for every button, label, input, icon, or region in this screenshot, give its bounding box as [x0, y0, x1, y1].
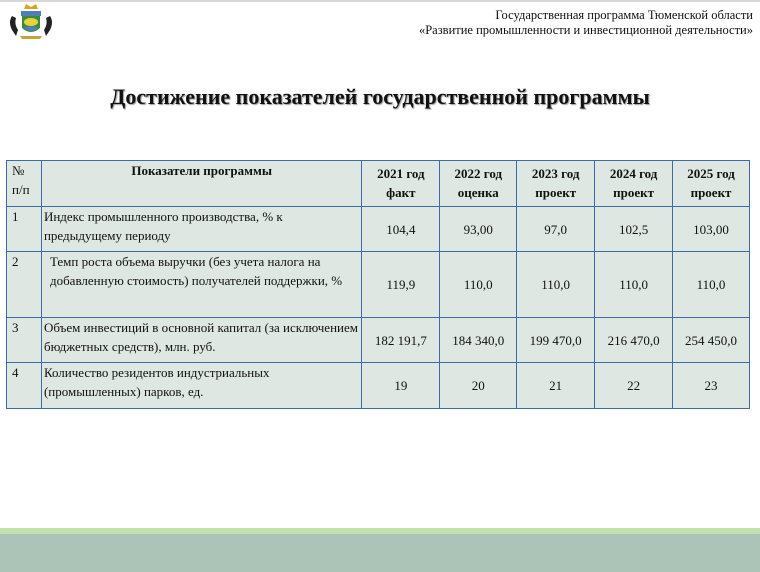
table-header-row — [7, 161, 750, 207]
value-2022: 20 — [440, 363, 517, 409]
table-row — [7, 363, 750, 409]
indicator-name: Количество резидентов индустриальных (промышленных) парков, ед. — [41, 363, 361, 409]
value-2025: 23 — [673, 363, 750, 409]
value-2023: 97,0 — [517, 207, 595, 252]
value-2023: 21 — [517, 363, 595, 409]
header-line-1: Государственная программа Тюменской области — [495, 8, 753, 22]
col-header-indicator: Показатели программы — [41, 161, 361, 207]
top-divider — [0, 0, 760, 2]
header-line-2: «Развитие промышленности и инвестиционной деятельности» — [418, 23, 753, 37]
value-2023: 110,0 — [517, 252, 595, 318]
row-number: 4 — [7, 363, 42, 409]
value-2022: 93,00 — [440, 207, 517, 252]
footer-band — [0, 534, 760, 572]
col-header-2021: 2021 год факт — [362, 161, 440, 207]
row-number: 1 — [7, 207, 42, 252]
value-2025: 110,0 — [673, 252, 750, 318]
value-2021: 119,9 — [362, 252, 440, 318]
indicator-name: Индекс промышленного производства, % к предыдущему периоду — [41, 207, 361, 252]
row-number: 3 — [7, 318, 42, 363]
col-header-2025: 2025 год проект — [673, 161, 750, 207]
value-2021: 182 191,7 — [362, 318, 440, 363]
value-2024: 216 470,0 — [595, 318, 673, 363]
value-2024: 102,5 — [595, 207, 673, 252]
page-title: Достижение показателей государственной программы — [110, 84, 650, 109]
col-header-number: № п/п — [7, 161, 42, 207]
value-2021: 19 — [362, 363, 440, 409]
table-row — [7, 252, 750, 318]
coat-of-arms-icon — [4, 2, 58, 42]
value-2025: 254 450,0 — [673, 318, 750, 363]
program-header — [419, 8, 753, 38]
indicator-name: Объем инвестиций в основной капитал (за исключением бюджетных средств), млн. руб. — [41, 318, 361, 363]
value-2024: 110,0 — [595, 252, 673, 318]
col-header-2022: 2022 год оценка — [440, 161, 517, 207]
value-2025: 103,00 — [673, 207, 750, 252]
indicators-table — [6, 160, 750, 409]
value-2023: 199 470,0 — [517, 318, 595, 363]
row-number: 2 — [7, 252, 42, 318]
value-2021: 104,4 — [362, 207, 440, 252]
col-header-2024: 2024 год проект — [595, 161, 673, 207]
value-2022: 110,0 — [440, 252, 517, 318]
table-row — [7, 207, 750, 252]
table-row — [7, 318, 750, 363]
indicator-name: Темп роста объема выручки (без учета налога на добавленную стоимость) получателей поддержки, % — [41, 252, 361, 318]
col-header-2023: 2023 год проект — [517, 161, 595, 207]
value-2024: 22 — [595, 363, 673, 409]
value-2022: 184 340,0 — [440, 318, 517, 363]
